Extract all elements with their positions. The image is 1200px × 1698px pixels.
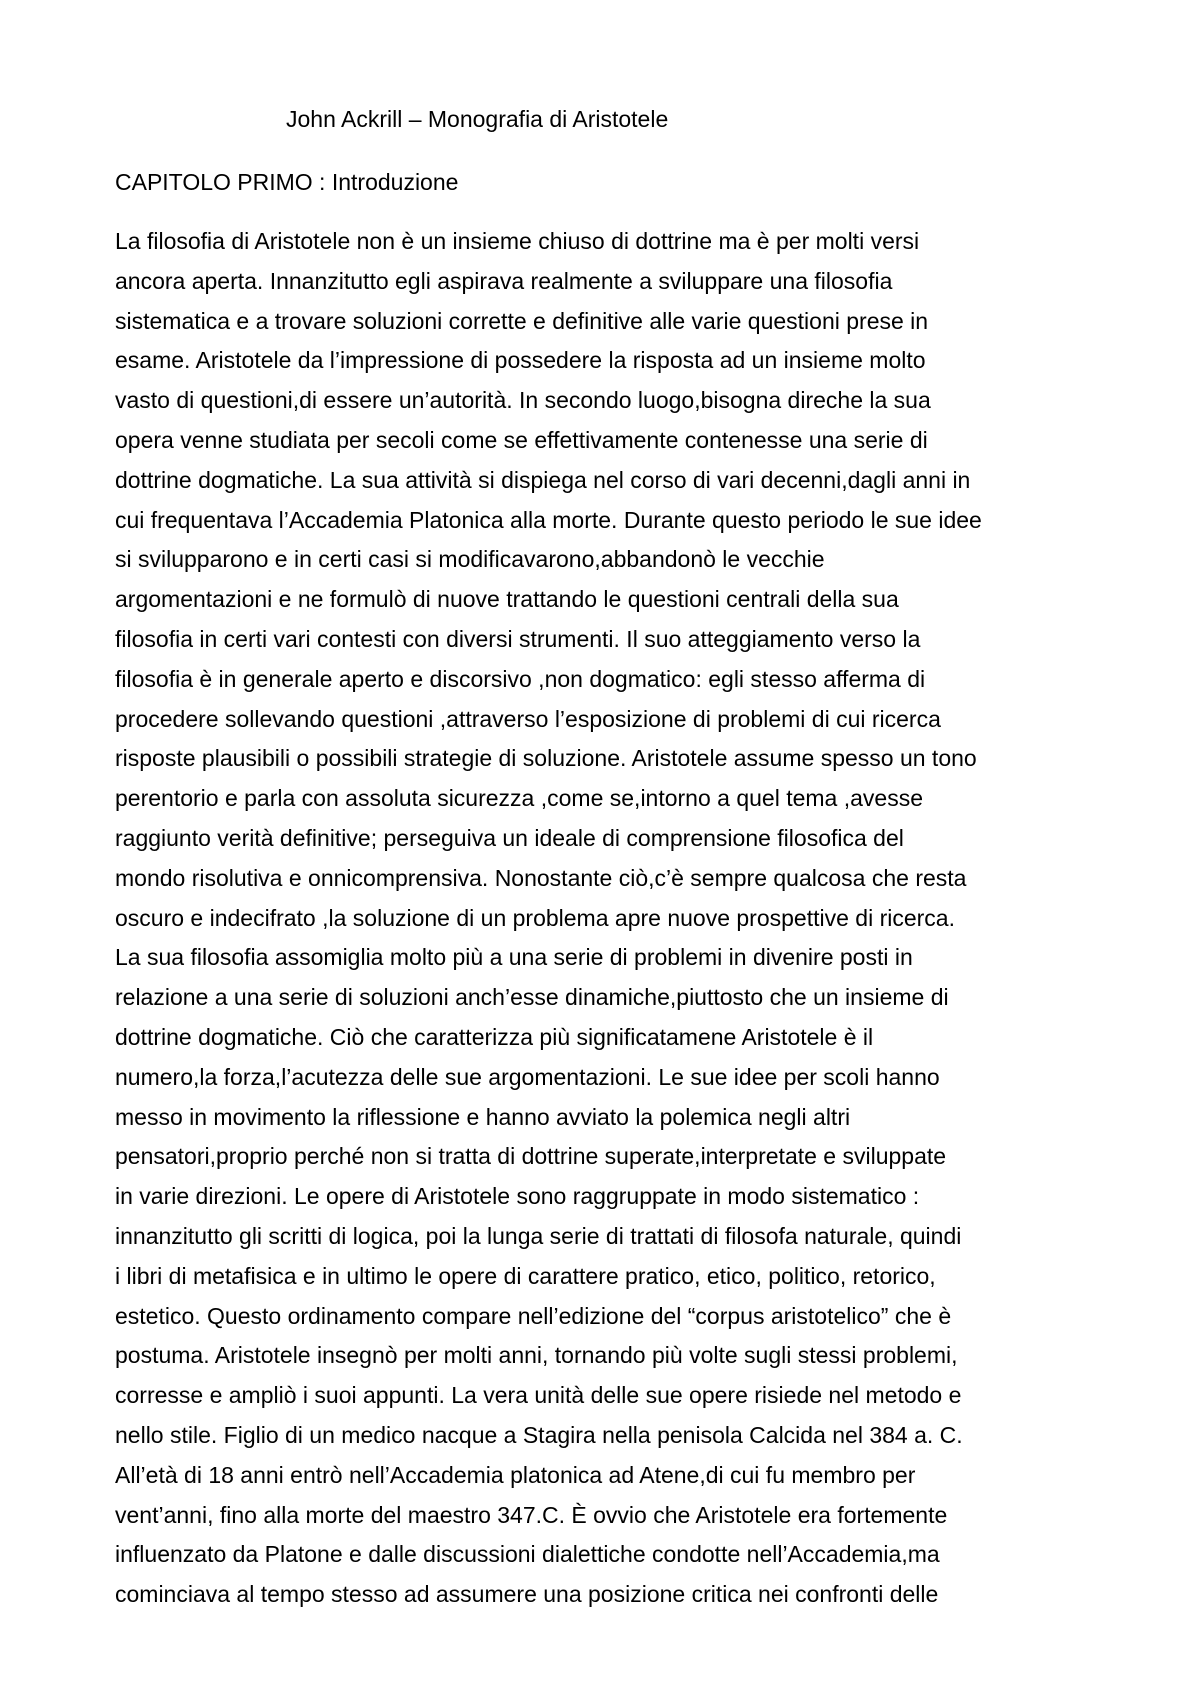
text-line: relazione a una serie di soluzioni anch’esse dinamiche,piuttosto che un insieme di bbox=[115, 984, 949, 1011]
document-title: John Ackrill – Monografia di Aristotele bbox=[286, 106, 669, 132]
text-line: vasto di questioni,di essere un’autorità. In secondo luogo,bisogna direche la sua bbox=[115, 387, 931, 414]
text-line: vent’anni, fino alla morte del maestro 347.C. È ovvio che Aristotele era fortemente bbox=[115, 1501, 948, 1528]
text-line: All’età di 18 anni entrò nell’Accademia platonica ad Atene,di cui fu membro per bbox=[115, 1461, 916, 1488]
text-line: perentorio e parla con assoluta sicurezza ,come se,intorno a quel tema ,avesse bbox=[115, 785, 923, 812]
text-line: cominciava al tempo stesso ad assumere una posizione critica nei confronti delle bbox=[115, 1581, 939, 1608]
text-line: i libri di metafisica e in ultimo le opere di carattere pratico, etico, politico, retorico, bbox=[115, 1262, 936, 1289]
text-line: risposte plausibili o possibili strategie di soluzione. Aristotele assume spesso un tono bbox=[115, 745, 977, 772]
text-line: La sua filosofia assomiglia molto più a una serie di problemi in divenire posti in bbox=[115, 944, 913, 971]
text-line: dottrine dogmatiche. Ciò che caratterizza più significatamene Aristotele è il bbox=[115, 1023, 874, 1050]
body-paragraph bbox=[115, 222, 1115, 1615]
text-line: corresse e ampliò i suoi appunti. La vera unità delle sue opere risiede nel metodo e bbox=[115, 1382, 962, 1409]
text-line: procedere sollevando questioni ,attraverso l’esposizione di problemi di cui ricerca bbox=[115, 705, 941, 732]
text-line: influenzato da Platone e dalle discussioni dialettiche condotte nell’Accademia,ma bbox=[115, 1541, 940, 1568]
text-line: cui frequentava l’Accademia Platonica alla morte. Durante questo periodo le sue idee bbox=[115, 506, 982, 533]
text-line: opera venne studiata per secoli come se effettivamente contenesse una serie di bbox=[115, 426, 928, 453]
text-line: oscuro e indecifrato ,la soluzione di un problema apre nuove prospettive di ricerca. bbox=[115, 904, 955, 931]
text-line: sistematica e a trovare soluzioni corrette e definitive alle varie questioni prese in bbox=[115, 307, 929, 334]
text-line: filosofia in certi vari contesti con diversi strumenti. Il suo atteggiamento verso la bbox=[115, 625, 921, 652]
text-line: dottrine dogmatiche. La sua attività si dispiega nel corso di vari decenni,dagli anni in bbox=[115, 466, 971, 493]
text-line: pensatori,proprio perché non si tratta di dottrine superate,interpretate e sviluppate bbox=[115, 1143, 947, 1170]
text-line: innanzitutto gli scritti di logica, poi la lunga serie di trattati di filosofa naturale, quindi bbox=[115, 1222, 962, 1249]
chapter-heading: CAPITOLO PRIMO : Introduzione bbox=[115, 169, 459, 195]
text-line: argomentazioni e ne formulò di nuove trattando le questioni centrali della sua bbox=[115, 586, 899, 613]
text-line: esame. Aristotele da l’impressione di possedere la risposta ad un insieme molto bbox=[115, 347, 926, 374]
text-line: mondo risolutiva e onnicomprensiva. Nonostante ciò,c’è sempre qualcosa che resta bbox=[115, 864, 967, 891]
text-line: nello stile. Figlio di un medico nacque a Stagira nella penisola Calcida nel 384 a. C. bbox=[115, 1421, 963, 1448]
text-line: numero,la forza,l’acutezza delle sue argomentazioni. Le sue idee per scoli hanno bbox=[115, 1063, 940, 1090]
text-line: si svilupparono e in certi casi si modificavarono,abbandonò le vecchie bbox=[115, 546, 825, 573]
text-line: ancora aperta. Innanzitutto egli aspirava realmente a sviluppare una filosofia bbox=[115, 267, 893, 294]
text-line: filosofia è in generale aperto e discorsivo ,non dogmatico: egli stesso afferma di bbox=[115, 665, 926, 692]
text-line: raggiunto verità definitive; perseguiva un ideale di comprensione filosofica del bbox=[115, 824, 904, 851]
text-line: in varie direzioni. Le opere di Aristotele sono raggruppate in modo sistematico : bbox=[115, 1183, 920, 1210]
text-line: La filosofia di Aristotele non è un insieme chiuso di dottrine ma è per molti versi bbox=[115, 228, 920, 254]
text-line: estetico. Questo ordinamento compare nell’edizione del “corpus aristotelico” che è bbox=[115, 1302, 952, 1329]
text-line: messo in movimento la riflessione e hanno avviato la polemica negli altri bbox=[115, 1103, 851, 1130]
text-line: postuma. Aristotele insegnò per molti anni, tornando più volte sugli stessi problemi, bbox=[115, 1342, 958, 1369]
